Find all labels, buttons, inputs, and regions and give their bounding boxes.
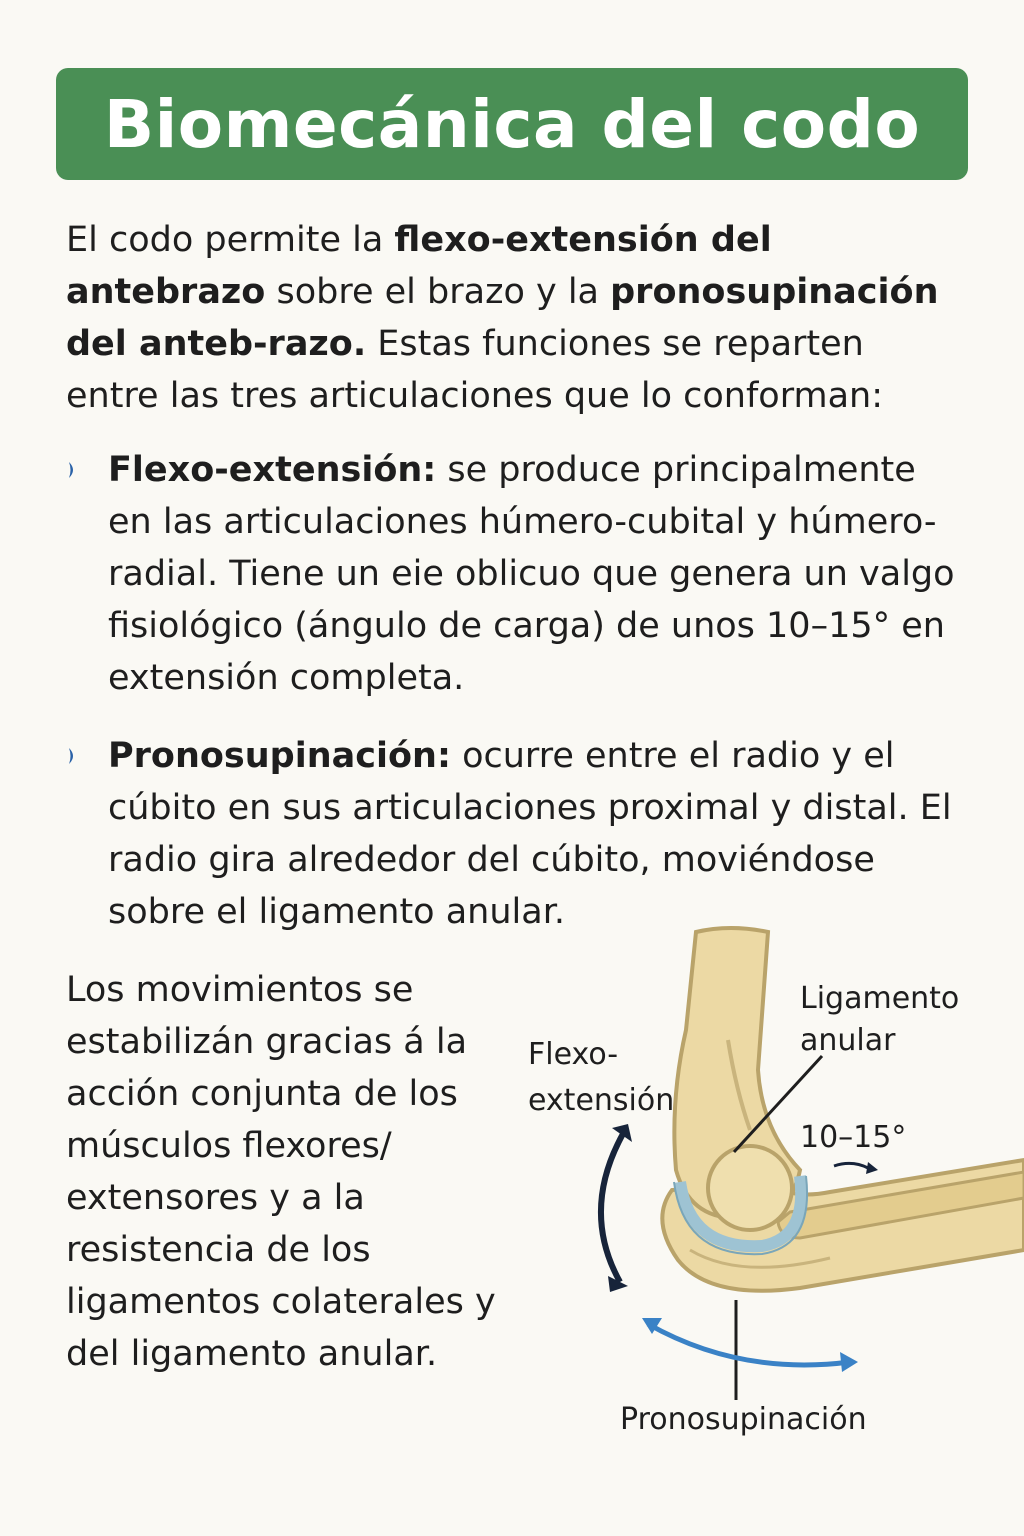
prono-arrow <box>648 1324 850 1365</box>
closing-paragraph: Los movimientos se estabilizán gracias á la acción conjunta de los músculos flexores/ extensores y a la resistencia de los ligamentos colaterales y del ligamento anular. <box>66 970 496 1374</box>
bullet-term: Flexo-extensión: <box>108 450 437 490</box>
bullet-chevron-icon <box>66 460 80 480</box>
label-ligamento-anular: Ligamento anular <box>800 981 960 1058</box>
flexo-arrow <box>601 1132 624 1282</box>
bullet-chevron-icon <box>66 746 80 766</box>
intro-text-1: El codo permite la <box>66 220 395 260</box>
label-angle: 10–15° <box>800 1120 907 1155</box>
label-flexo-extension: Flexo-extensión <box>528 1037 675 1118</box>
elbow-illustration <box>500 920 1024 1460</box>
list-item <box>66 730 966 938</box>
label-pronosupinacion: Pronosupinación <box>620 1402 867 1437</box>
title-banner <box>56 68 968 180</box>
prono-arrow-head-right <box>840 1352 858 1372</box>
page-title: Biomecánica del codo <box>103 85 921 163</box>
intro-text-3: Estas funciones se reparten entre las tres articulaciones que lo conforman: <box>66 324 884 416</box>
angle-arrow <box>834 1163 868 1168</box>
intro-paragraph <box>66 214 966 422</box>
list-item <box>66 444 966 704</box>
bullet-list <box>66 444 966 938</box>
bullet-term: Pronosupinación: <box>108 736 451 776</box>
intro-bold-flexo: flexo-extensión del antebrazo <box>66 220 772 312</box>
humeral-condyle <box>708 1146 792 1230</box>
bullet-text: se produce principalmente en las articulaciones húmero-cubital y húmero-radial. Tiene un eie oblicuo que genera un valgo fisiológico (ángulo de carga) de unos 10–15° en extensión completa. <box>108 450 955 698</box>
intro-bold-prono: pronosupinación del anteb-razo. <box>66 272 939 364</box>
bullet-text: ocurre entre el radio y el cúbito en sus articulaciones proximal y distal. El radio gira alrededor del cúbito, moviéndose sobre el ligamento anular. <box>108 736 952 932</box>
intro-text-2: sobre el brazo y la <box>265 272 611 312</box>
